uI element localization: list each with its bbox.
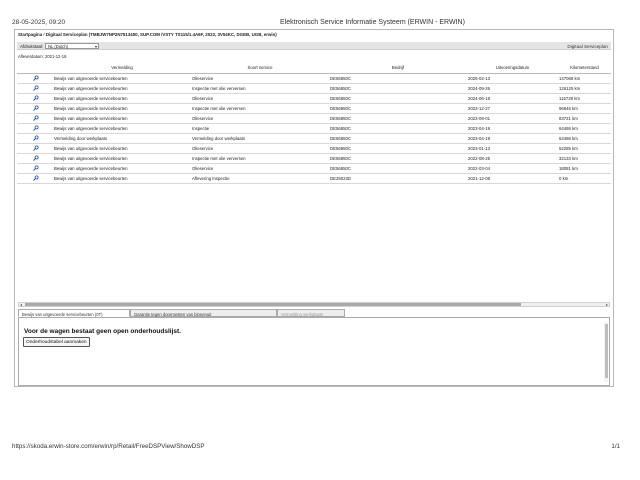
- service-table: [17, 62, 611, 184]
- cell-soort-service: Aflevering Inspectie: [191, 173, 329, 183]
- breadcrumb-home[interactable]: Startpagina: [18, 32, 43, 37]
- cell-kilometerstand: 52285 km: [558, 143, 611, 153]
- cell-uitvoeringsdatum: 2022-03-04: [467, 163, 558, 173]
- magnifier-icon[interactable]: [33, 155, 39, 161]
- cell-soort-service: Inspectie met olie verversen: [191, 83, 329, 93]
- row-detail-cell: [17, 93, 53, 103]
- breadcrumb-current: Digitaal Serviceplan (TMBJW7NP2N7513400, SUP.COM /VSTY TS115/1.4A6F, 2022, 3V54KC, DGEB, UGB, erwin): [45, 32, 277, 37]
- column-header-icon: [17, 62, 53, 73]
- print-header: [10, 19, 630, 29]
- table-row[interactable]: [17, 103, 611, 113]
- table-header-row: [17, 62, 611, 73]
- cell-uitvoeringsdatum: 2023-12-27: [467, 103, 558, 113]
- cell-vermelding: Bewijs van uitgevoerde servicebeurten: [53, 103, 191, 113]
- chevron-down-icon: ▾: [94, 43, 97, 49]
- column-header-vermelding[interactable]: Vermelding: [53, 62, 191, 73]
- cell-kilometerstand: 64486 km: [558, 123, 611, 133]
- cell-kilometerstand: 64486 km: [558, 133, 611, 143]
- breadcrumb-separator: /: [42, 32, 46, 37]
- tab-panel: [18, 317, 610, 386]
- row-detail-cell: [17, 103, 53, 113]
- table-row[interactable]: [17, 133, 611, 143]
- cell-vermelding: Bewijs van uitgevoerde servicebeurten: [53, 143, 191, 153]
- cell-vermelding: Bewijs van uitgevoerde servicebeurten: [53, 73, 191, 83]
- cell-soort-service: Inspectie: [191, 123, 329, 133]
- magnifier-icon[interactable]: [33, 125, 39, 131]
- row-detail-cell: [17, 173, 53, 183]
- cell-vermelding: Bewijs van uitgevoerde servicebeurten: [53, 173, 191, 183]
- cell-uitvoeringsdatum: 2023-09-01: [467, 113, 558, 123]
- tab-bar: [18, 309, 610, 317]
- cell-bedrijf: DE56850C: [329, 143, 467, 153]
- tab-rust-warranty[interactable]: Garantie tegen doorroesten van binnenuit: [130, 309, 277, 317]
- row-detail-cell: [17, 143, 53, 153]
- scrollbar-thumb[interactable]: [25, 303, 521, 306]
- cell-bedrijf: DE56850C: [329, 153, 467, 163]
- print-title: Elektronisch Service Informatie Systeem (ERWIN - ERWIN): [280, 19, 465, 26]
- cell-vermelding: Bewijs van uitgevoerde servicebeurten: [53, 123, 191, 133]
- magnifier-icon[interactable]: [33, 85, 39, 91]
- table-row[interactable]: [17, 163, 611, 173]
- horizontal-scrollbar[interactable]: [18, 302, 610, 307]
- arrow-left-icon[interactable]: ◂: [20, 301, 23, 307]
- magnifier-icon[interactable]: [33, 115, 39, 121]
- cell-uitvoeringsdatum: 2025-02-13: [467, 73, 558, 83]
- vertical-scrollbar[interactable]: [604, 322, 608, 382]
- cell-kilometerstand: 96946 km: [558, 103, 611, 113]
- row-detail-cell: [17, 113, 53, 123]
- cell-uitvoeringsdatum: 2023-01-13: [467, 143, 558, 153]
- cell-bedrijf: DE56850C: [329, 133, 467, 143]
- row-detail-cell: [17, 133, 53, 143]
- tab-workshop-note[interactable]: Vermelding werkplaats: [277, 309, 345, 317]
- language-select[interactable]: [45, 43, 99, 50]
- magnifier-icon[interactable]: [33, 145, 39, 151]
- print-datetime: 28-05-2025, 09:20: [12, 19, 66, 26]
- row-detail-cell: [17, 123, 53, 133]
- delivery-date: Afleverdatum: 2021-12-18: [18, 54, 67, 59]
- magnifier-icon[interactable]: [33, 75, 39, 81]
- cell-uitvoeringsdatum: 2023-04-19: [467, 133, 558, 143]
- row-detail-cell: [17, 83, 53, 93]
- row-detail-cell: [17, 153, 53, 163]
- arrow-right-icon[interactable]: ▸: [605, 301, 608, 307]
- table-row[interactable]: [17, 173, 611, 183]
- table-row[interactable]: [17, 143, 611, 153]
- column-header-soort-service[interactable]: Soort service: [191, 62, 329, 73]
- column-header-bedrijf[interactable]: Bedrijf: [329, 62, 467, 73]
- cell-bedrijf: DE56850C: [329, 93, 467, 103]
- cell-kilometerstand: 83721 km: [558, 113, 611, 123]
- magnifier-icon[interactable]: [33, 105, 39, 111]
- breadcrumb: [18, 32, 277, 37]
- cell-kilometerstand: 18081 km: [558, 163, 611, 173]
- cell-kilometerstand: 0 km: [558, 173, 611, 183]
- cell-soort-service: Olieservice: [191, 113, 329, 123]
- cell-bedrijf: DE25023D: [329, 173, 467, 183]
- cell-soort-service: Olieservice: [191, 143, 329, 153]
- cell-vermelding: Vermelding door werkplaats: [53, 133, 191, 143]
- scrollbar-thumb[interactable]: [605, 324, 608, 378]
- row-detail-cell: [17, 73, 53, 83]
- cell-soort-service: Olieservice: [191, 93, 329, 103]
- cell-soort-service: Inspectie met olie verversen: [191, 153, 329, 163]
- table-row[interactable]: [17, 113, 611, 123]
- no-maintenance-message: Voor de wagen bestaat geen open onderhoudslijst.: [24, 328, 181, 335]
- cell-uitvoeringsdatum: 2024-06-18: [467, 93, 558, 103]
- cell-bedrijf: DE56850C: [329, 73, 467, 83]
- table-row[interactable]: [17, 83, 611, 93]
- cell-bedrijf: DE56850C: [329, 123, 467, 133]
- print-language-label: Afdrukstaal:: [20, 43, 44, 49]
- cell-uitvoeringsdatum: 2021-12-08: [467, 173, 558, 183]
- cell-bedrijf: DE56850C: [329, 83, 467, 93]
- table-row[interactable]: [17, 123, 611, 133]
- table-row[interactable]: [17, 73, 611, 83]
- cell-bedrijf: DE56850C: [329, 103, 467, 113]
- cell-kilometerstand: 115728 km: [558, 93, 611, 103]
- create-maintenance-table-button[interactable]: Onderhoudstabel aanmaken: [23, 337, 90, 347]
- section-title: Digitaal Serviceplan: [567, 43, 608, 49]
- cell-kilometerstand: 32133 km: [558, 153, 611, 163]
- cell-bedrijf: DE56850C: [329, 163, 467, 173]
- cell-vermelding: Bewijs van uitgevoerde servicebeurten: [53, 163, 191, 173]
- magnifier-icon[interactable]: [33, 95, 39, 101]
- cell-uitvoeringsdatum: 2023-04-19: [467, 123, 558, 133]
- table-row[interactable]: [17, 93, 611, 103]
- cell-soort-service: Vermelding door werkplaats: [191, 133, 329, 143]
- row-detail-cell: [17, 163, 53, 173]
- cell-vermelding: Bewijs van uitgevoerde servicebeurten: [53, 93, 191, 103]
- language-select-value: NL (Dutch): [48, 43, 69, 49]
- page-number: 1/1: [611, 443, 620, 450]
- cell-vermelding: Bewijs van uitgevoerde servicebeurten: [53, 83, 191, 93]
- cell-vermelding: Bewijs van uitgevoerde servicebeurten: [53, 153, 191, 163]
- column-header-kilometerstand[interactable]: Kilometerstand: [558, 62, 611, 73]
- table-row[interactable]: [17, 153, 611, 163]
- app-window: [14, 29, 614, 387]
- column-header-uitvoeringsdatum[interactable]: Uitvoeringsdatum: [467, 62, 558, 73]
- tab-service-proof[interactable]: Bewijs van uitgevoerde servicebeurten (0T): [18, 309, 130, 317]
- cell-uitvoeringsdatum: 2022-08-25: [467, 153, 558, 163]
- magnifier-icon[interactable]: [33, 175, 39, 181]
- magnifier-icon[interactable]: [33, 165, 39, 171]
- cell-uitvoeringsdatum: 2024-09-26: [467, 83, 558, 93]
- print-url: https://skoda.erwin-store.com/erwin/rp/Retail/FreeDSPView/ShowDSP: [12, 443, 205, 450]
- cell-soort-service: Olieservice: [191, 163, 329, 173]
- service-table-container: [17, 62, 611, 302]
- cell-kilometerstand: 147068 km: [558, 73, 611, 83]
- table-body: [17, 73, 611, 183]
- magnifier-icon[interactable]: [33, 135, 39, 141]
- cell-kilometerstand: 126125 km: [558, 83, 611, 93]
- cell-soort-service: Olieservice: [191, 73, 329, 83]
- print-footer: [12, 443, 622, 453]
- cell-bedrijf: DE56850C: [329, 113, 467, 123]
- toolbar: [17, 42, 611, 50]
- cell-soort-service: Inspectie met olie verversen: [191, 103, 329, 113]
- cell-vermelding: Bewijs van uitgevoerde servicebeurten: [53, 113, 191, 123]
